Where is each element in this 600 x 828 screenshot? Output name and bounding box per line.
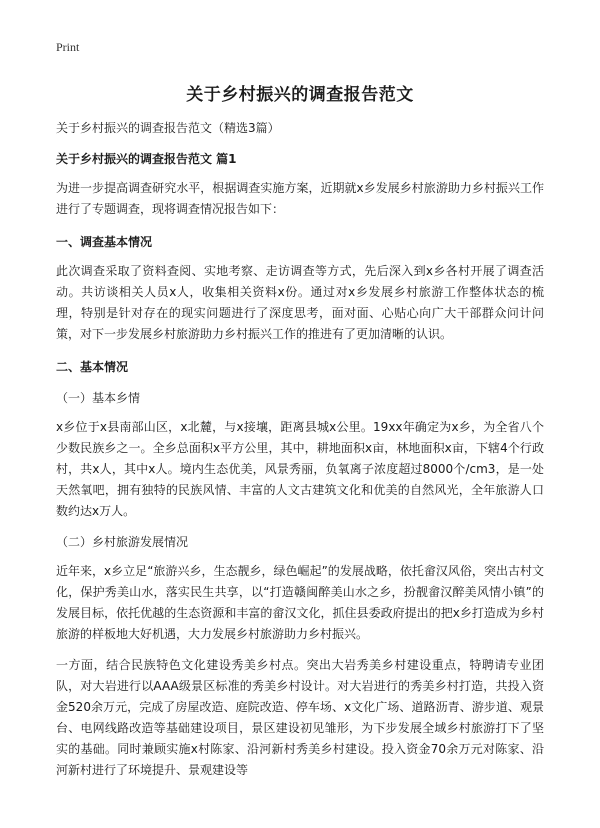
- document-body: [56, 118, 544, 791]
- section-heading-1: 一、调查基本情况: [56, 235, 153, 249]
- section-heading-2: 二、基本情况: [56, 360, 129, 374]
- intro-paragraph: 为进一步提高调查研究水平，根据调查实施方案，近期就x乡发展乡村旅游助力乡村振兴工作进行了专题调查，现将调查情况报告如下：: [56, 181, 544, 216]
- subsection-2-paragraph-2: 一方面，结合民族特色文化建设秀美乡村点。突出大岩秀美乡村建设重点，特聘请专业团队，对大岩进行以AAA级景区标准的秀美乡村设计。对大岩进行的秀美乡村打造，共投入资金520余万元，完成了房屋改造、庭院改造、停车场、x文化广场、道路沥青、游步道、观景台、电网线路改造等基础建设项目，景区建设初见雏形，为下步发展全域乡村旅游打下了坚实的基础。同时兼顾实施x村陈家、沿河新村秀美乡村建设。投入资金70余万元对陈家、沿河新村进行了环境提升、景观建设等: [56, 658, 544, 777]
- subsection-2-paragraph-1: 近年来，x乡立足“旅游兴乡，生态靓乡，绿色崛起”的发展战略，依托畲汉风俗，突出古村文化，保护秀美山水，落实民生共享，以“打造赣闽醉美山水之乡，扮靓畲汉醉美风情小镇”的发展目标，依托优越的生态资源和丰富的畲汉文化，抓住县委政府提出的把x乡打造成为乡村旅游的样板地大好机遇，大力发展乡村旅游助力乡村振兴。: [56, 564, 544, 641]
- print-link[interactable]: Print: [56, 40, 80, 54]
- article-heading: 关于乡村振兴的调查报告范文 篇1: [56, 152, 237, 166]
- subsection-1-paragraph: x乡位于x县南部山区，x北麓，与x接壤，距离县城x公里。19xx年确定为x乡，为全省八个少数民族乡之一。全乡总面积x平方公里，其中，耕地面积x亩，林地面积x亩，下辖4个行政村，共x人，其中x人。境内生态优美，风景秀丽，负氧离子浓度超过8000个/cm3，是一处天然氧吧，拥有独特的民族风情、丰富的人文古建筑文化和优美的自然风光，全年旅游人口数约达x万人。: [56, 420, 544, 518]
- subsection-heading-1: （一）基本乡情: [56, 391, 141, 405]
- document-title: 关于乡村振兴的调查报告范文: [186, 85, 414, 105]
- section-1-paragraph: 此次调查采取了资料查阅、实地考察、走访调查等方式，先后深入到x乡各村开展了调查活动。共访谈相关人员x人，收集相关资料x份。通过对x乡发展乡村旅游工作整体状态的梳理，特别是针对存在的现实问题进行了深度思考，面对面、心贴心向广大干部群众问计问策，对下一步发展乡村旅游助力乡村振兴工作的推进有了更加清晰的认识。: [56, 264, 544, 341]
- document-subtitle: 关于乡村振兴的调查报告范文（精选3篇）: [56, 121, 280, 135]
- subsection-heading-2: （二）乡村旅游发展情况: [56, 535, 189, 549]
